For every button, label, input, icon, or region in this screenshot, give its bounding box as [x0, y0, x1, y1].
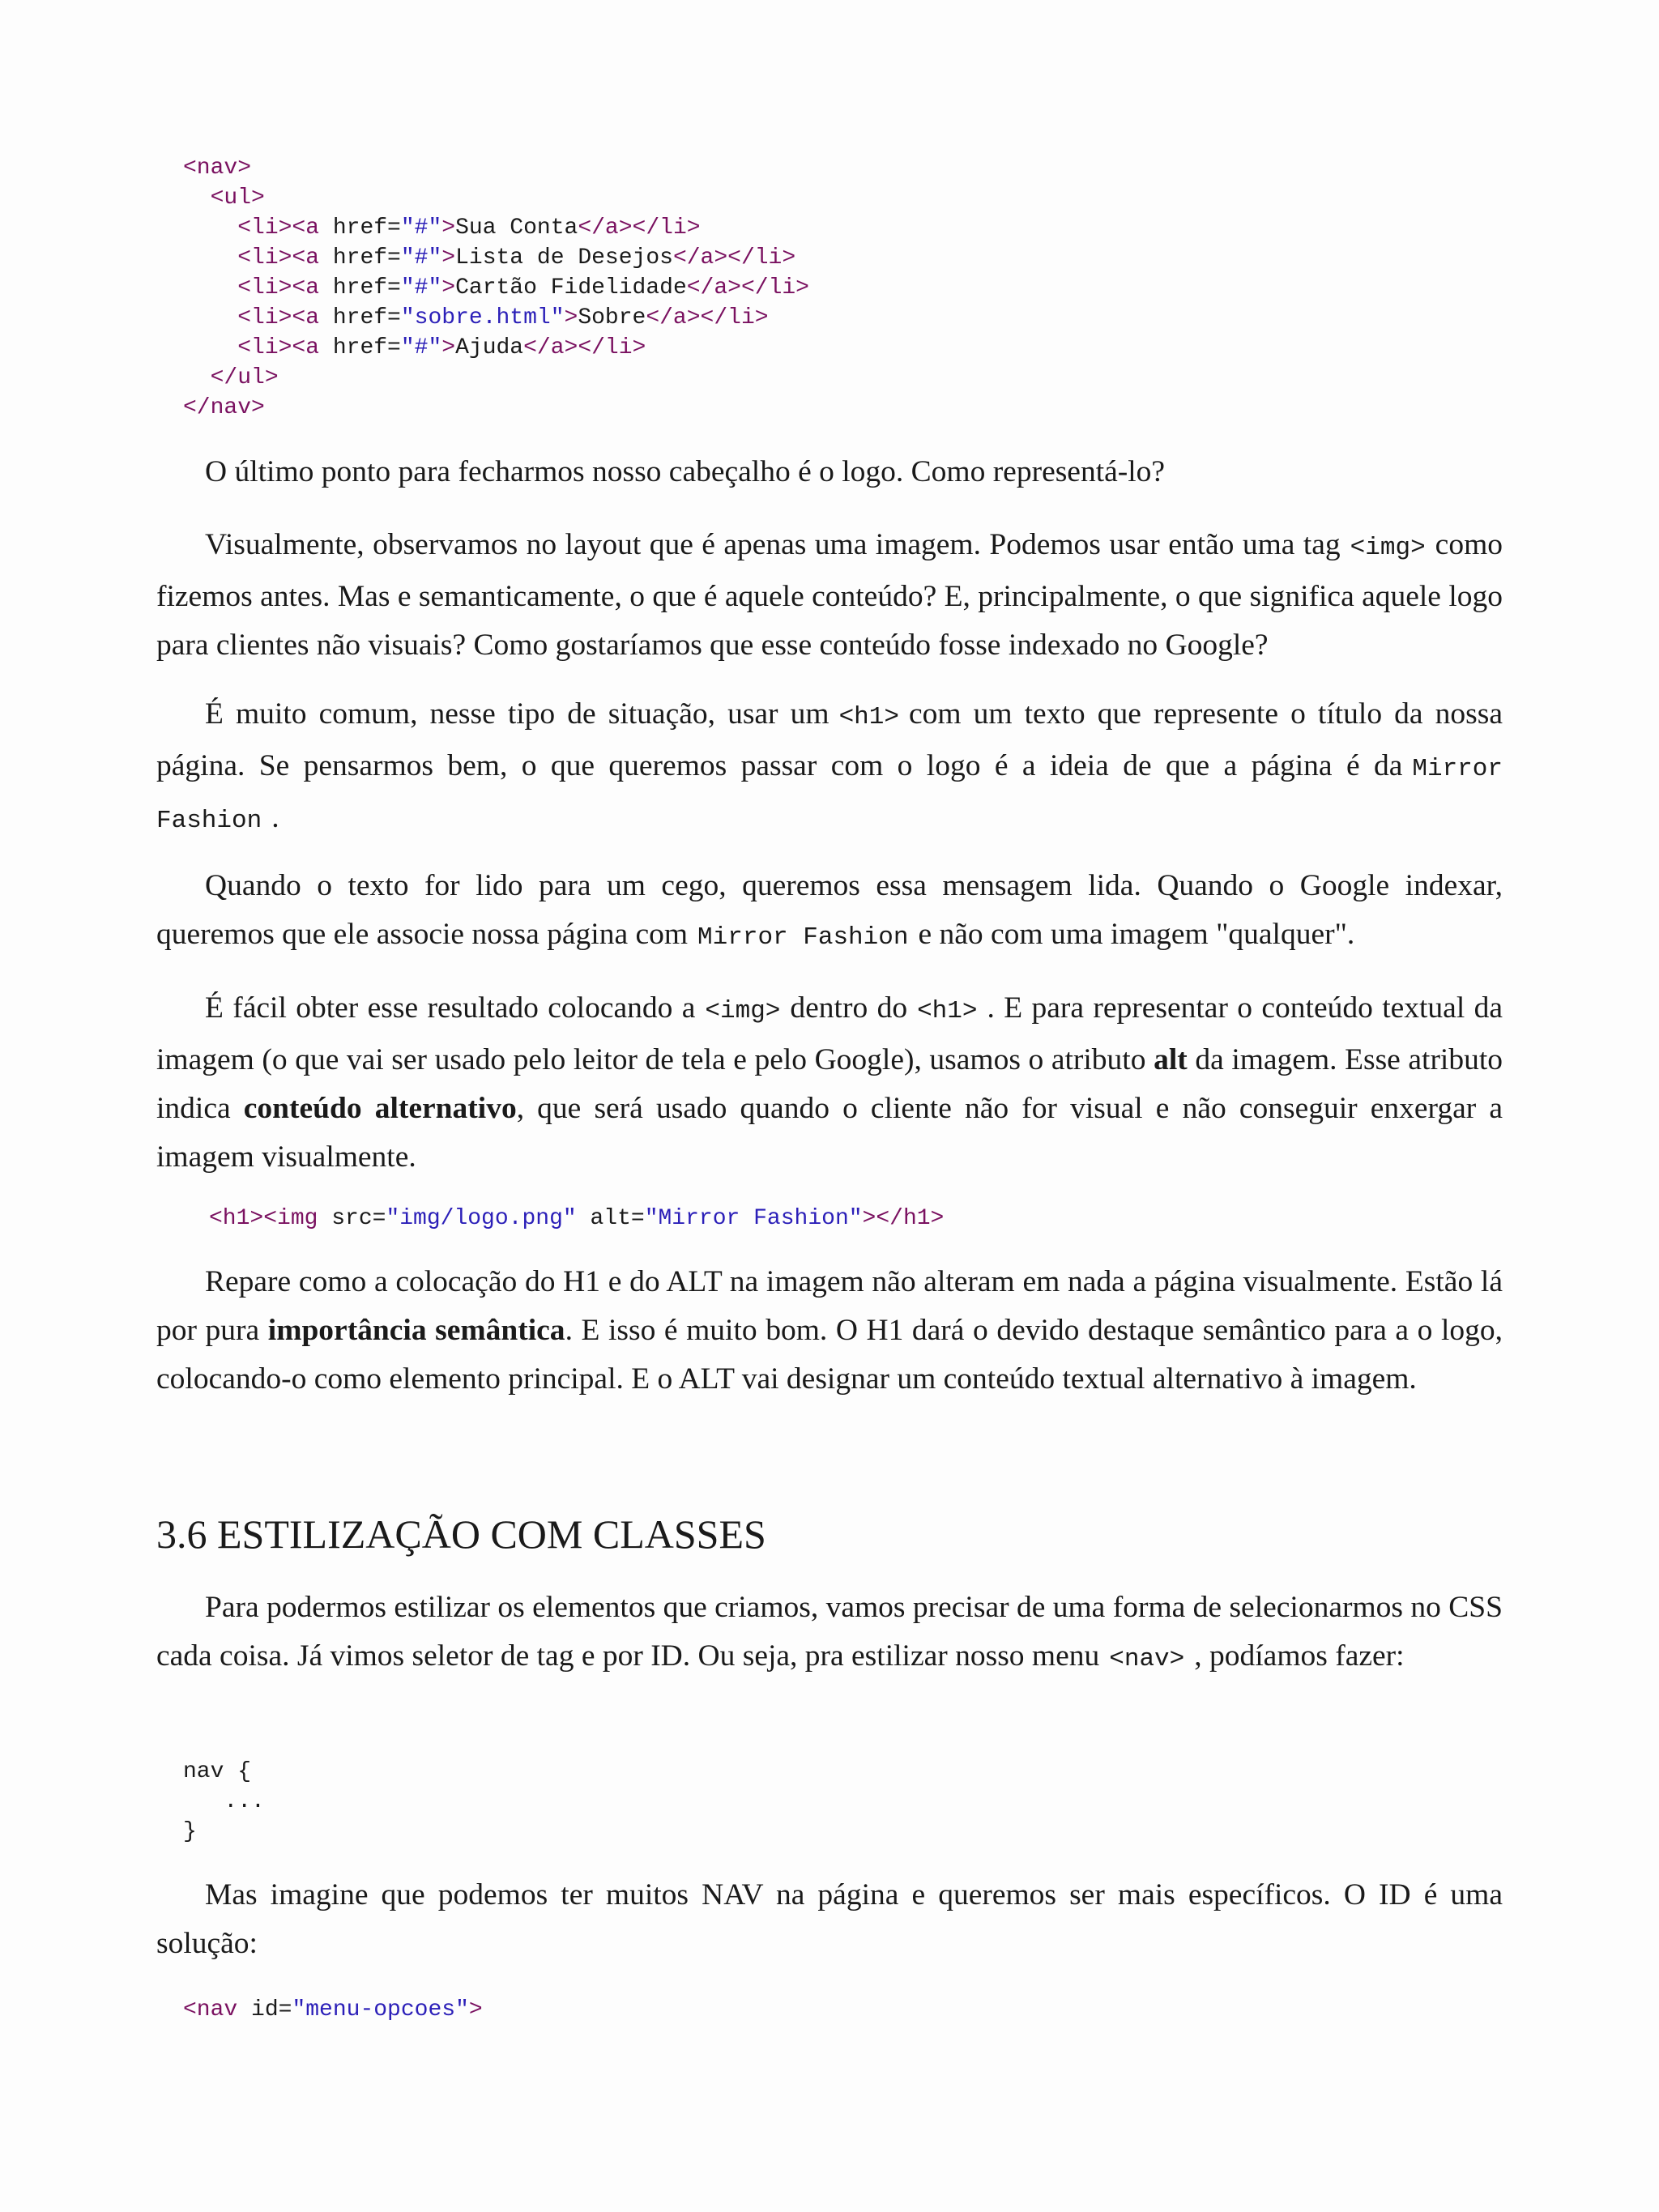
bold-term: importância semântica: [267, 1314, 565, 1347]
code-line: [209, 1204, 944, 1234]
code-token: }: [183, 1819, 197, 1844]
code-token: "#": [400, 335, 442, 360]
code-token: id=: [237, 1997, 292, 2022]
paragraph-text: , que será usado quando o cliente não for visual e não conseguir enxergar a imagem visualmente.: [156, 1092, 1503, 1174]
code-token: <h1><img: [209, 1206, 318, 1231]
code-token: <li><a: [183, 215, 320, 241]
code-line: [183, 273, 809, 303]
code-token: href=: [319, 335, 401, 360]
code-block-nav-id: [183, 1995, 483, 2025]
code-token: href=: [319, 245, 401, 271]
code-token: ...: [183, 1789, 265, 1814]
code-line: [183, 1787, 265, 1817]
code-token: "#": [400, 215, 442, 241]
code-token: >: [441, 215, 456, 241]
code-token: </a></li>: [686, 275, 809, 300]
inline-code: <img>: [1350, 534, 1426, 562]
code-token: </ul>: [183, 365, 279, 390]
inline-code: <nav>: [1109, 1645, 1185, 1673]
code-token: >: [564, 305, 578, 330]
paragraph-text: da imagem. Esse atributo indica: [156, 1043, 1503, 1125]
code-token: >: [441, 335, 456, 360]
code-line: [183, 1995, 483, 2025]
code-token: href=: [319, 305, 401, 330]
code-token: <nav>: [183, 156, 252, 181]
paragraph-text: O último ponto para fecharmos nosso cabeçalho é o logo. Como representá-lo?: [205, 455, 1166, 488]
code-token: href=: [319, 275, 401, 300]
inline-code: <h1>: [838, 703, 899, 731]
paragraph-text: Mas imagine que podemos ter muitos NAV na página e queremos ser mais específicos. O ID é uma solução:: [156, 1878, 1503, 1960]
paragraph-multiple-nav: [156, 1871, 1503, 1968]
code-block-nav-css: [183, 1757, 265, 1847]
code-token: "#": [400, 245, 442, 271]
paragraph-text: , podíamos fazer:: [1194, 1639, 1405, 1673]
paragraph-semantic-importance: [156, 1258, 1503, 1404]
inline-code: <img>: [705, 997, 781, 1025]
paragraph-text: .: [271, 801, 279, 834]
code-token: "sobre.html": [400, 305, 565, 330]
paragraph-h1-usage: [156, 690, 1503, 846]
code-line: [183, 1817, 265, 1847]
bold-term: conteúdo alternativo: [243, 1092, 517, 1125]
code-block-h1-img: [209, 1204, 944, 1234]
paragraph-text: . E para representar o conteúdo textual da imagem (o que vai ser usado pelo leitor de tela e pelo Google), usamos o atributo: [156, 991, 1503, 1076]
paragraph-logo-question: [156, 448, 1503, 497]
paragraph-text: É fácil obter esse resultado colocando a: [205, 991, 696, 1025]
code-line: [183, 243, 809, 273]
paragraph-css-selectors: [156, 1583, 1503, 1684]
code-token: Cartão Fidelidade: [455, 275, 687, 300]
code-line: [183, 303, 809, 333]
code-token: <li><a: [183, 335, 320, 360]
paragraph-text: com um texto que represente o título da nossa página. Se pensarmos bem, o que queremos passar com o logo é a ideia de que a página é da: [156, 697, 1503, 782]
code-token: <li><a: [183, 305, 320, 330]
section-heading: 3.6 ESTILIZAÇÃO COM CLASSES: [156, 1511, 766, 1557]
paragraph-text: . E isso é muito bom. O H1 dará o devido destaque semântico para a o logo, colocando-o como elemento principal. E o ALT vai designar um conteúdo textual alternativo à imagem.: [156, 1314, 1503, 1396]
code-token: "Mirror Fashion": [644, 1206, 863, 1231]
code-token: </a></li>: [672, 245, 796, 271]
code-token: "img/logo.png": [386, 1206, 577, 1231]
code-token: ></h1>: [862, 1206, 945, 1231]
code-token: >: [468, 1997, 483, 2022]
paragraph-text: Visualmente, observamos no layout que é apenas uma imagem. Podemos usar então uma tag: [205, 528, 1341, 561]
paragraph-text: Quando o texto for lido para um cego, queremos essa mensagem lida. Quando o Google indexar, queremos que ele associe nossa página com: [156, 869, 1503, 951]
code-line: [183, 333, 809, 363]
paragraph-screen-reader: [156, 862, 1503, 962]
code-token: <li><a: [183, 245, 320, 271]
code-token: <nav: [183, 1997, 238, 2022]
code-token: <ul>: [183, 185, 265, 211]
code-token: alt=: [576, 1206, 645, 1231]
code-line: [183, 153, 809, 183]
code-token: Sobre: [578, 305, 646, 330]
paragraph-text: É muito comum, nesse tipo de situação, usar um: [205, 697, 830, 731]
inline-code: Mirror Fashion: [697, 923, 909, 952]
code-token: >: [441, 245, 456, 271]
code-token: nav {: [183, 1759, 252, 1784]
code-token: </nav>: [183, 395, 265, 420]
code-token: <li><a: [183, 275, 320, 300]
code-token: Sua Conta: [455, 215, 578, 241]
code-token: </a></li>: [578, 215, 701, 241]
paragraph-visual-layout: [156, 521, 1503, 670]
paragraph-text: e não com uma imagem "qualquer".: [918, 918, 1355, 951]
code-line: [183, 393, 809, 423]
code-line: [183, 183, 809, 213]
code-token: >: [441, 275, 456, 300]
code-block-nav-list: [183, 153, 809, 423]
code-line: [183, 1757, 265, 1787]
code-token: </a></li>: [646, 305, 769, 330]
code-token: src=: [318, 1206, 386, 1231]
code-token: </a></li>: [523, 335, 646, 360]
code-token: href=: [319, 215, 401, 241]
code-token: "menu-opcoes": [292, 1997, 469, 2022]
inline-code: Mirror Fashion: [156, 755, 1503, 835]
code-line: [183, 213, 809, 243]
code-token: Lista de Desejos: [455, 245, 673, 271]
inline-code: <h1>: [917, 997, 978, 1025]
paragraph-text: como fizemos antes. Mas e semanticamente, o que é aquele conteúdo? E, principalmente, o que significa aquele logo para clientes não visuais? Como gostaríamos que esse conteúdo fosse indexado no Google?: [156, 528, 1503, 662]
paragraph-text: dentro do: [790, 991, 908, 1025]
code-token: Ajuda: [455, 335, 524, 360]
paragraph-text: Para podermos estilizar os elementos que criamos, vamos precisar de uma forma de selecionarmos no CSS cada coisa. Já vimos seletor de tag e por ID. Ou seja, pra estilizar nosso menu: [156, 1591, 1503, 1673]
paragraph-text: Repare como a colocação do H1 e do ALT na imagem não alteram em nada a página visualmente. Estão lá por pura: [156, 1265, 1503, 1347]
code-token: "#": [400, 275, 442, 300]
bold-term: alt: [1154, 1043, 1188, 1076]
paragraph-alt-attribute: [156, 984, 1503, 1182]
code-line: [183, 363, 809, 393]
